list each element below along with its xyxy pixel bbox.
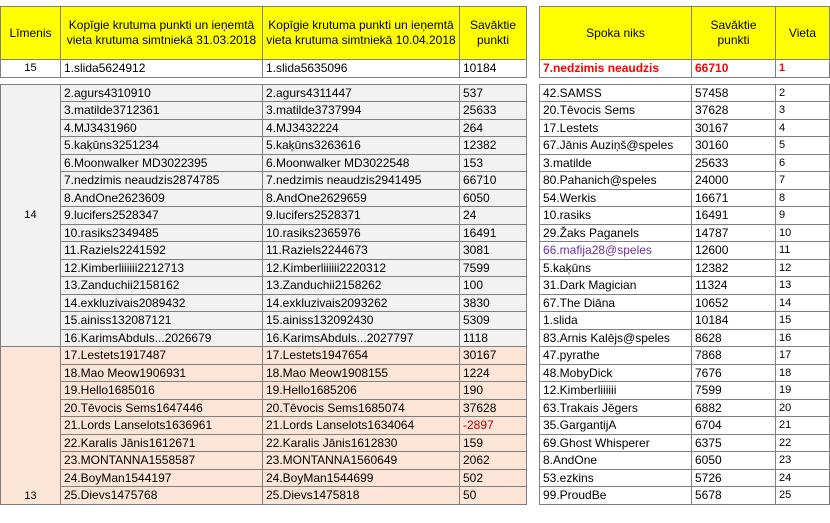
table-row — [1, 60, 527, 78]
points-2018-03-31: 18.Mao Meow1906931 — [61, 364, 263, 382]
rank: 21 — [776, 417, 830, 435]
rank: 17 — [776, 347, 830, 365]
ghost-points: 10652 — [692, 294, 776, 312]
points-2018-04-10: 21.Lords Lanselots1634064 — [263, 417, 460, 435]
ranking-row — [540, 417, 830, 435]
header-place: Vieta — [776, 7, 830, 60]
ranking-row — [540, 207, 830, 225]
ghost-nick: 54.Werkis — [540, 189, 692, 207]
table-row — [1, 224, 527, 242]
rank: 18 — [776, 364, 830, 382]
points-2018-04-10: 11.Raziels2244673 — [263, 242, 460, 260]
ghost-points: 37628 — [692, 102, 776, 120]
points-2018-04-10: 15.ainiss132092430 — [263, 312, 460, 330]
points-2018-03-31: 5.kaķūns3251234 — [61, 137, 263, 155]
points-2018-04-10: 18.Mao Meow1908155 — [263, 364, 460, 382]
ghost-points: 30167 — [692, 119, 776, 137]
ghost-points: 11324 — [692, 277, 776, 295]
ghost-points: 7599 — [692, 382, 776, 400]
ranking-row — [540, 452, 830, 470]
points-2018-04-10: 24.BoyMan1544699 — [263, 469, 460, 487]
points-2018-03-31: 2.agurs4310910 — [61, 84, 263, 102]
points-2018-04-10: 8.AndOne2629659 — [263, 189, 460, 207]
table-row — [1, 119, 527, 137]
ghost-points: 24000 — [692, 172, 776, 190]
points-2018-04-10: 7.nedzimis neaudzis2941495 — [263, 172, 460, 190]
level-cell: 14 — [1, 84, 61, 347]
table-row — [1, 382, 527, 400]
table-row — [1, 434, 527, 452]
ghost-points: 14787 — [692, 224, 776, 242]
points-2018-03-31: 3.matilde3712361 — [61, 102, 263, 120]
header-col-2018-04-10: Kopīgie krutuma punkti un ieņemtā vieta krutuma simtniekā 10.04.2018 — [263, 7, 460, 60]
header-level: Līmenis — [1, 7, 61, 60]
points-2018-03-31: 10.rasiks2349485 — [61, 224, 263, 242]
ghost-nick: 29.Žaks Paganels — [540, 224, 692, 242]
ghost-points: 6704 — [692, 417, 776, 435]
rank: 23 — [776, 452, 830, 470]
collected-points: 537 — [460, 84, 527, 102]
ranking-row — [540, 60, 830, 78]
collected-points: 153 — [460, 154, 527, 172]
rank: 8 — [776, 189, 830, 207]
rank: 10 — [776, 224, 830, 242]
ranking-row — [540, 277, 830, 295]
ghost-nick: 66.mafija28@speles — [540, 242, 692, 260]
ghost-nick: 35.GargantijA — [540, 417, 692, 435]
rank: 16 — [776, 329, 830, 347]
table-row — [1, 452, 527, 470]
ranking-row — [540, 119, 830, 137]
table-row — [1, 242, 527, 260]
points-2018-03-31: 17.Lestets1917487 — [61, 347, 263, 365]
points-2018-04-10: 22.Karalis Jānis1612830 — [263, 434, 460, 452]
collected-points: 66710 — [460, 172, 527, 190]
header-nick: Spoka niks — [540, 7, 692, 60]
points-2018-03-31: 15.ainiss132087121 — [61, 312, 263, 330]
collected-points: 37628 — [460, 399, 527, 417]
ranking-row — [540, 382, 830, 400]
points-2018-04-10: 16.KarimsAbduls...2027797 — [263, 329, 460, 347]
collected-points: 12382 — [460, 137, 527, 155]
collected-points: 1224 — [460, 364, 527, 382]
ghost-points: 8628 — [692, 329, 776, 347]
points-2018-03-31: 22.Karalis Jānis1612671 — [61, 434, 263, 452]
table-row — [1, 312, 527, 330]
table-row — [1, 137, 527, 155]
table-row — [1, 277, 527, 295]
collected-points: 100 — [460, 277, 527, 295]
ghost-nick: 20.Tēvocis Sems — [540, 102, 692, 120]
level-cell: 13 — [1, 347, 61, 505]
points-2018-04-10: 2.agurs4311447 — [263, 84, 460, 102]
ranking-row — [540, 259, 830, 277]
collected-points: 1118 — [460, 329, 527, 347]
collected-points: 264 — [460, 119, 527, 137]
ranking-row — [540, 312, 830, 330]
level-table — [0, 6, 527, 505]
spacer — [776, 77, 830, 84]
rank: 6 — [776, 154, 830, 172]
collected-points: 3081 — [460, 242, 527, 260]
rank: 15 — [776, 312, 830, 330]
rank: 4 — [776, 119, 830, 137]
points-2018-03-31: 25.Dievs1475768 — [61, 487, 263, 505]
header-collected-points: Savāktie punkti — [460, 7, 527, 60]
ghost-points: 6050 — [692, 452, 776, 470]
ghost-nick: 47.pyrathe — [540, 347, 692, 365]
ghost-nick: 7.nedzimis neaudzis — [540, 60, 692, 78]
ghost-nick: 67.Jānis Auziņš@speles — [540, 137, 692, 155]
ghost-points: 7676 — [692, 364, 776, 382]
ranking-row — [540, 487, 830, 505]
collected-points: 190 — [460, 382, 527, 400]
level-cell: 15 — [1, 60, 61, 78]
ranking-row — [540, 84, 830, 102]
points-2018-03-31: 1.slida5624912 — [61, 60, 263, 78]
table-row — [1, 417, 527, 435]
rank: 9 — [776, 207, 830, 225]
points-2018-04-10: 12.Kimberliiiiii2220312 — [263, 259, 460, 277]
ghost-points: 30160 — [692, 137, 776, 155]
ghost-nick: 83.Arnis Kalējs@speles — [540, 329, 692, 347]
rank: 25 — [776, 487, 830, 505]
points-2018-03-31: 12.Kimberliiiiii2212713 — [61, 259, 263, 277]
ghost-nick: 8.AndOne — [540, 452, 692, 470]
collected-points: 24 — [460, 207, 527, 225]
ranking-table — [539, 6, 830, 505]
ghost-nick: 10.rasiks — [540, 207, 692, 225]
points-2018-04-10: 13.Zanduchii2158262 — [263, 277, 460, 295]
collected-points: 10184 — [460, 60, 527, 78]
ranking-row — [540, 172, 830, 190]
ranking-row — [540, 154, 830, 172]
spacer — [263, 77, 460, 84]
collected-points: -2897 — [460, 417, 527, 435]
points-2018-03-31: 8.AndOne2623609 — [61, 189, 263, 207]
points-2018-04-10: 5.kaķūns3263616 — [263, 137, 460, 155]
ranking-row — [540, 242, 830, 260]
rank: 2 — [776, 84, 830, 102]
points-2018-04-10: 9.lucifers2528371 — [263, 207, 460, 225]
points-2018-03-31: 7.nedzimis neaudzis2874785 — [61, 172, 263, 190]
rank: 3 — [776, 102, 830, 120]
rank: 11 — [776, 242, 830, 260]
table-row — [1, 469, 527, 487]
collected-points: 25633 — [460, 102, 527, 120]
ghost-nick: 67.The Diāna — [540, 294, 692, 312]
ranking-row — [540, 329, 830, 347]
spacer — [540, 77, 692, 84]
ranking-row — [540, 434, 830, 452]
collected-points: 16491 — [460, 224, 527, 242]
rank: 5 — [776, 137, 830, 155]
ghost-points: 16671 — [692, 189, 776, 207]
points-2018-03-31: 21.Lords Lanselots1636961 — [61, 417, 263, 435]
ghost-points: 25633 — [692, 154, 776, 172]
points-2018-04-10: 19.Hello1685206 — [263, 382, 460, 400]
ranking-row — [540, 137, 830, 155]
table-row — [1, 364, 527, 382]
table-row — [1, 329, 527, 347]
ranking-row — [540, 364, 830, 382]
rank: 1 — [776, 60, 830, 78]
ghost-nick: 99.ProudBe — [540, 487, 692, 505]
points-2018-04-10: 17.Lestets1947654 — [263, 347, 460, 365]
spacer — [460, 77, 527, 84]
spacer — [1, 77, 61, 84]
table-row — [1, 487, 527, 505]
points-2018-04-10: 23.MONTANNA1560649 — [263, 452, 460, 470]
points-2018-04-10: 1.slida5635096 — [263, 60, 460, 78]
spacer — [692, 77, 776, 84]
points-2018-03-31: 24.BoyMan1544197 — [61, 469, 263, 487]
points-2018-03-31: 9.lucifers2528347 — [61, 207, 263, 225]
points-2018-03-31: 6.Moonwalker MD3022395 — [61, 154, 263, 172]
ghost-points: 57458 — [692, 84, 776, 102]
points-2018-03-31: 14.exkluzivais2089432 — [61, 294, 263, 312]
points-2018-03-31: 16.KarimsAbduls...2026679 — [61, 329, 263, 347]
collected-points: 50 — [460, 487, 527, 505]
rank: 13 — [776, 277, 830, 295]
rank: 12 — [776, 259, 830, 277]
ghost-nick: 31.Dark Magician — [540, 277, 692, 295]
collected-points: 3830 — [460, 294, 527, 312]
rank: 24 — [776, 469, 830, 487]
ranking-row — [540, 294, 830, 312]
points-2018-04-10: 3.matilde3737994 — [263, 102, 460, 120]
ghost-points: 10184 — [692, 312, 776, 330]
header-col-2018-03-31: Kopīgie krutuma punkti un ieņemtā vieta krutuma simtniekā 31.03.2018 — [61, 7, 263, 60]
ranking-row — [540, 347, 830, 365]
table-row — [1, 102, 527, 120]
collected-points: 5309 — [460, 312, 527, 330]
ghost-points: 5678 — [692, 487, 776, 505]
ghost-nick: 69.Ghost Whisperer — [540, 434, 692, 452]
collected-points: 6050 — [460, 189, 527, 207]
points-2018-03-31: 13.Zanduchii2158162 — [61, 277, 263, 295]
collected-points: 502 — [460, 469, 527, 487]
ghost-points: 66710 — [692, 60, 776, 78]
ghost-nick: 1.slida — [540, 312, 692, 330]
points-2018-03-31: 23.MONTANNA1558587 — [61, 452, 263, 470]
ghost-nick: 3.matilde — [540, 154, 692, 172]
ghost-points: 16491 — [692, 207, 776, 225]
points-2018-03-31: 11.Raziels2241592 — [61, 242, 263, 260]
ghost-points: 12382 — [692, 259, 776, 277]
ghost-nick: 63.Trakais Jēgers — [540, 399, 692, 417]
rank: 19 — [776, 382, 830, 400]
points-2018-04-10: 20.Tēvocis Sems1685074 — [263, 399, 460, 417]
points-2018-03-31: 20.Tēvocis Sems1647446 — [61, 399, 263, 417]
ghost-points: 5726 — [692, 469, 776, 487]
ranking-row — [540, 224, 830, 242]
ghost-nick: 5.kaķūns — [540, 259, 692, 277]
ghost-points: 12600 — [692, 242, 776, 260]
points-2018-04-10: 6.Moonwalker MD3022548 — [263, 154, 460, 172]
table-row — [1, 84, 527, 102]
ghost-points: 7868 — [692, 347, 776, 365]
collected-points: 7599 — [460, 259, 527, 277]
rank: 14 — [776, 294, 830, 312]
table-row — [1, 347, 527, 365]
table-row — [1, 189, 527, 207]
table-row — [1, 294, 527, 312]
ghost-nick: 80.Pahanich@speles — [540, 172, 692, 190]
table-row — [1, 399, 527, 417]
ranking-row — [540, 102, 830, 120]
ranking-row — [540, 399, 830, 417]
ghost-points: 6375 — [692, 434, 776, 452]
collected-points: 30167 — [460, 347, 527, 365]
table-row — [1, 207, 527, 225]
ghost-points: 6882 — [692, 399, 776, 417]
points-2018-03-31: 4.MJ3431960 — [61, 119, 263, 137]
table-row — [1, 259, 527, 277]
rank: 22 — [776, 434, 830, 452]
ghost-nick: 12.Kimberliiiiii — [540, 382, 692, 400]
ghost-nick: 53.ezkins — [540, 469, 692, 487]
ghost-nick: 48.MobyDick — [540, 364, 692, 382]
ranking-row — [540, 189, 830, 207]
table-row — [1, 154, 527, 172]
table-row — [1, 172, 527, 190]
rank: 20 — [776, 399, 830, 417]
spacer — [61, 77, 263, 84]
points-2018-04-10: 4.MJ3432224 — [263, 119, 460, 137]
ghost-nick: 42.SAMSS — [540, 84, 692, 102]
points-2018-03-31: 19.Hello1685016 — [61, 382, 263, 400]
points-2018-04-10: 10.rasiks2365976 — [263, 224, 460, 242]
collected-points: 159 — [460, 434, 527, 452]
ranking-row — [540, 469, 830, 487]
rank: 7 — [776, 172, 830, 190]
points-2018-04-10: 25.Dievs1475818 — [263, 487, 460, 505]
header-points: Savāktie punkti — [692, 7, 776, 60]
points-2018-04-10: 14.exkluzivais2093262 — [263, 294, 460, 312]
ghost-nick: 17.Lestets — [540, 119, 692, 137]
collected-points: 2062 — [460, 452, 527, 470]
